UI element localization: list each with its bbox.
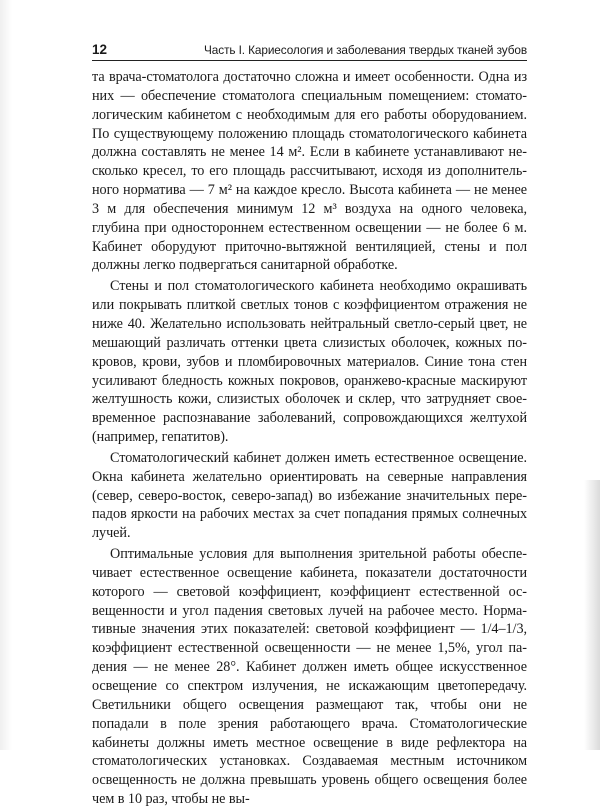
page-edge-shadow bbox=[584, 480, 600, 750]
page-header bbox=[92, 42, 527, 61]
page-number: 12 bbox=[92, 42, 108, 57]
paragraph-1: та врача-стоматолога достаточно сложна и имеет особенности. Одна из них — обеспечение стоматолога специальным помещением: стоматологическим кабинетом с необходимым для его работы оборудованием. По существующему положению площадь стоматологического кабинета должна составлять не менее 14 м². Если в кабинете устанавливают несколько кресел, то его площадь рассчитывают, исходя из дополнительного норматива — 7 м² на каждое кресло. Высота кабинета — не менее 3 м для обеспечения минимум 12 м³ воздуха на одного человека, глубина при одностороннем естественном освещении — не более 6 м. Кабинет оборудуют приточно-вытяжной вентиляцией, стены и пол должны легко подвергаться санитарной обработке. bbox=[92, 69, 527, 274]
paragraph-4: Оптимальные условия для выполнения зрительной работы обеспечивает естественное освещение кабинета, показатели достаточности которого — световой коэффициент, коэффициент естественной освещенности и угол падения световых лучей на рабочее место. Нормативные значения этих показателей: световой коэффициент — 1/4–1/3, коэффициент естественной освещенности — не менее 1,5%, угол падения — не менее 28°. Кабинет должен иметь общее искусственное освещение со спектром излучения, не искажающим цветопередачу. Светильники общего освещения размещают так, чтобы они не попадали в поле зрения работающего врача. Стоматологические кабинеты должны иметь местное освещение в виде рефлектора на стоматологических установках. Создаваемая местным источником освещенность не должна превышать уровень общего освещения более чем в 10 раз, чтобы не вы- bbox=[92, 546, 527, 808]
running-title: Часть I. Кариесология и заболевания твердых тканей зубов bbox=[204, 43, 527, 57]
paragraph-3: Стоматологический кабинет должен иметь естественное освещение. Окна кабинета желательно ориентировать на северные направления (север, северо-восток, северо-запад) во избежание значительных перепадов яркости на рабочих местах за счет попадания прямых солнечных лучей. bbox=[92, 449, 527, 542]
paragraph-2: Стены и пол стоматологического кабинета необходимо окрашивать или покрывать плиткой светлых тонов с коэффициентом отражения не ниже 40. Желательно использовать нейтральный светло-серый цвет, не мешающий различать оттенки цвета слизистых оболочек, кожных покровов, крови, зубов и пломбировочных материалов. Синие тона стен усиливают бледность кожных покровов, оранжево-красные маскируют желтушность кожи, слизистых оболочек и склер, что затрудняет своевременное распознавание заболеваний, сопровождающихся желтухой (например, гепатитов). bbox=[92, 278, 527, 446]
page-gutter-shadow bbox=[0, 0, 12, 750]
body-text bbox=[92, 68, 527, 809]
